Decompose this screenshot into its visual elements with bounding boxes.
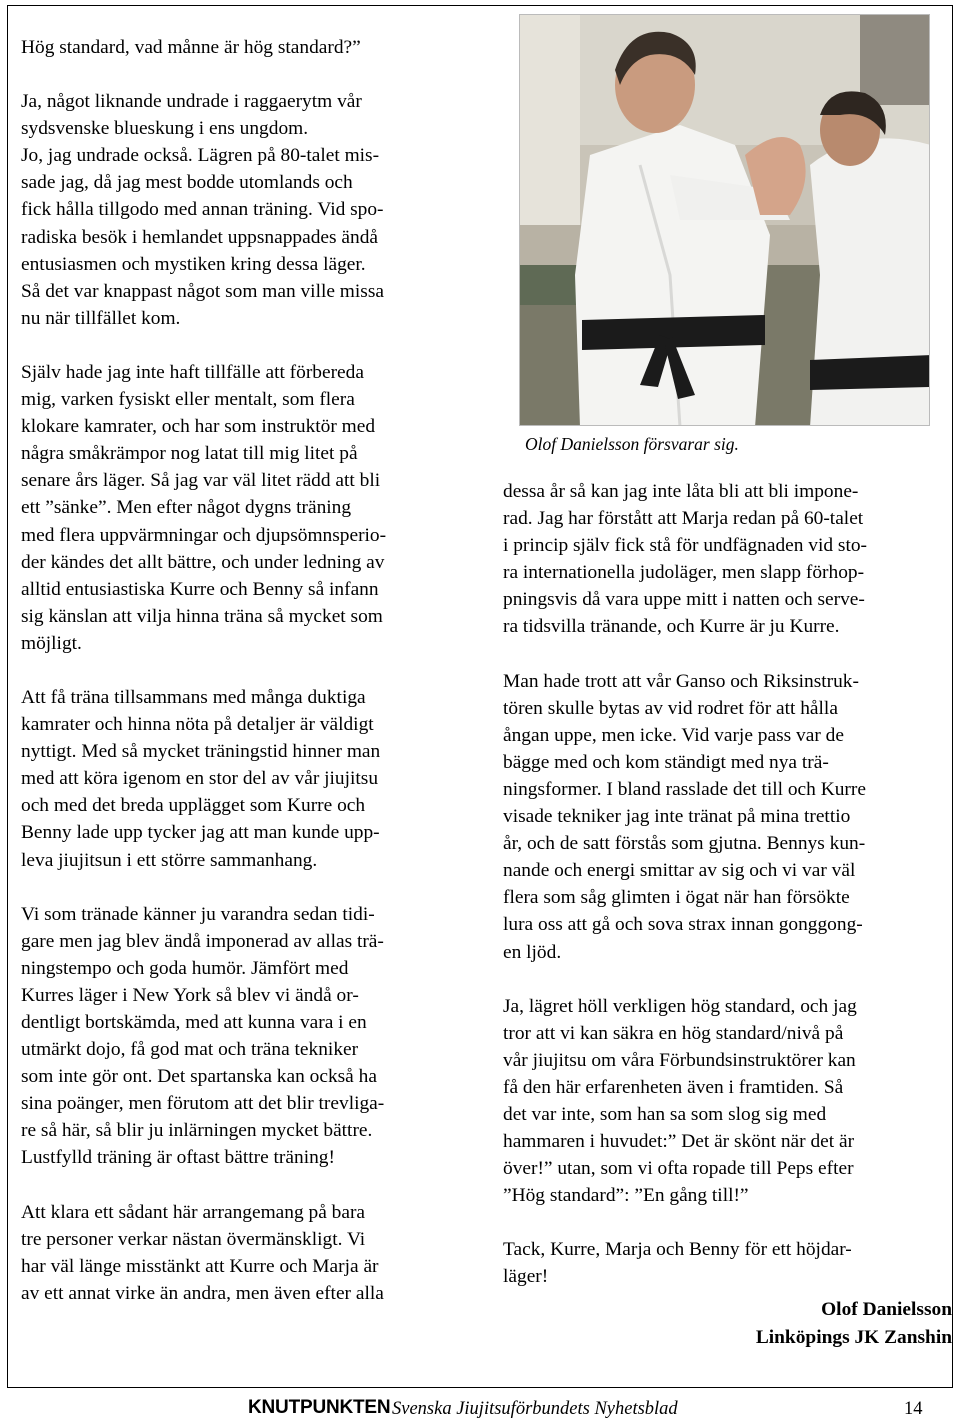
article-paragraph: Själv hade jag inte haft tillfälle att förbereda mig, varken fysiskt eller mentalt, som flera klokare kamrater, och har som instruktör med några småkrämpor nog latat till mig litet på senare års läger. Så jag var väl litet rädd att bli ett ”sänke”. Men efter något dygns träning med flera uppvärmningar och djupsömnsperio- der kändes det allt bättre, och under ledning av alltid entusiastiska Kurre och Benny så infann sig känslan att vilja hinna träna så mycket som möjligt. [21,361,387,654]
article-paragraph: Tack, Kurre, Marja och Benny för ett höjdar- läger! [503,1239,852,1288]
article-paragraph: Ja, något liknande undrade i raggaerytm vår sydsvenske blueskung i ens ungdom. Jo, jag undrade också. Lägren på 80-talet mis- sade jag, då jag mest bodde utomlands och fick hålla tillgodo med annan träning. Vid spo- radiska besök i hemlandet uppsnappades ändå entusiasmen och mystiken kring dessa läger. Så det var knappast något som man ville missa nu när tillfället kom. [21,91,384,329]
newsletter-subtitle: Svenska Jiujitsuförbundets Nyhetsblad [392,1399,678,1419]
author-signature [756,1296,952,1352]
article-paragraph: Vi som tränade känner ju varandra sedan tidi- gare men jag blev ändå imponerad av allas trä- ningstempo och goda humör. Jämfört med Kurres läger i New York så blev vi ändå or- dentligt bortskämda, med att kunna vara i en utmärkt dojo, få god mat och träna tekniker som inte gör ont. Det spartanska kan också ha sina poänger, men förutom att det blir trevliga- re så här, så blir ju inlärningen mycket bättre. Lustfylld träning är oftast bättre träning! [21,903,385,1169]
article-paragraph: Man hade trott att vår Ganso och Riksinstruk- tören skulle bytas av vid rodret för att hålla ångan uppe, men icke. Vid varje pass var de bägge med och kom ständigt med nya trä- ningsformer. I bland rasslade det till och Kurre visade tekniker jag inte tränat på mina trettio år, och de satt förstås som gjutna. Bennys kun- nande och energi smittar av sig och vi var väl flera som såg glimten i ögat när han försökte lura oss att gå och sova strax innan gonggong- en ljöd. [503,670,866,963]
page-number: 14 [904,1399,923,1419]
article-paragraph: Att få träna tillsammans med många duktiga kamrater och hinna nöta på detaljer är väldigt nyttigt. Med så mycket träningstid hinner man med att köra igenom en stor del av vår jiujitsu och med det breda upplägget som Kurre och Benny lade upp tycker jag att man kunde upp- leva jiujitsun i ett större sammanhang. [21,686,381,871]
photo-judo-defense [519,14,930,426]
photo-illustration [520,15,930,426]
newsletter-brand: KNUTPUNKTEN [248,1397,391,1418]
author-name: Olof Danielsson [821,1299,952,1320]
article-paragraph: Hög standard, vad månne är hög standard?” [21,37,361,58]
article-paragraph: Ja, lägret höll verkligen hög standard, och jag tror att vi kan säkra en hög standard/nivå på vår jiujitsu om våra Förbundsinstruktörer kan få den här erfarenheten även i framtiden. Så det var inte, som han sa som slog sig med hammaren i huvudet:” Det är skönt när det är över!” utan, som vi ofta ropade till Peps efter ”Hög standard”: ”En gång till!” [503,995,857,1207]
photo-caption: Olof Danielsson försvarar sig. [525,434,739,454]
page-footer [0,1396,960,1420]
author-club: Linköpings JK Zanshin [755,1327,952,1348]
article-right-column [503,478,953,1318]
article-paragraph: dessa år så kan jag inte låta bli att bli impone- rad. Jag har förstått att Marja redan på 60-talet i princip själv fick stå för undfägnaden vid sto- ra internationella judoläger, men slapp förhop- pningsvis då vara uppe mitt i natten och serve- ra tidsvilla tränande, och Kurre är ju Kurre. [503,481,868,638]
article-left-column [21,34,481,1334]
article-paragraph: Att klara ett sådant här arrangemang på bara tre personer verkar nästan övermänskligt. Vi har väl länge misstänkt att Kurre och Marja är av ett annat virke än andra, men även efter alla [21,1201,384,1304]
